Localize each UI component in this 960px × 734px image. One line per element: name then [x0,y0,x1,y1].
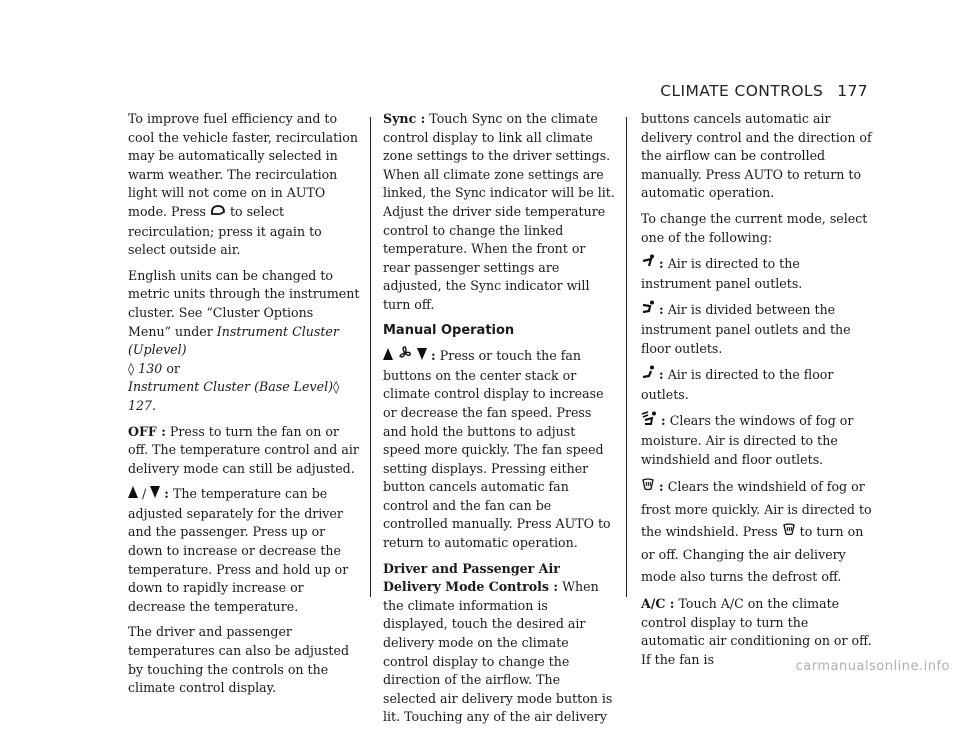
page-number: 177 [837,82,868,100]
text: English units can be changed to metric units through the instrument cluster. See “Cluster Options Menu” under [128,267,360,339]
defrost-icon [782,522,796,544]
paragraph [128,423,360,479]
temp-down-icon [417,348,427,367]
cross-reference[interactable]: Instrument Cluster (Base Level) [128,379,334,395]
term-label: Sync : [383,111,426,126]
term-label: OFF : [128,423,166,439]
paragraph: : Press or touch the fan buttons on the center stack or climate control display to increase or decrease the fan speed. Press and hold the buttons to adjust speed more quickly. The fan speed setting displays. Pressing either button cancels automatic fan control and the fan can be controlled manually. Press AUTO to return to automatic operation. [383,348,611,551]
column-divider [626,117,627,597]
temp-up-icon [383,348,393,367]
paragraph: To change the current mode, select one of the following: [641,210,868,245]
watermark: carmanualsonline.info [795,659,950,674]
text: When the climate information is displayed, touch the desired air delivery mode on the climate control display to change the direction of the airflow. The selected air delivery mode button is lit. Touching any of the air delivery [383,579,613,725]
term-label: Driver and Passenger Air Delivery Mode Controls : [383,560,560,595]
column-2 [383,110,615,734]
defog-mode-icon [641,411,657,432]
text: to turn on or off. Changing the air delivery mode also turns the defrost off. [641,524,864,585]
section-heading: Manual Operation [383,322,515,338]
text: Air is directed to the floor outlets. [641,367,834,402]
bi-level-mode-icon [641,300,655,321]
cross-reference[interactable]: Instrument Cluster (Uplevel) [128,323,339,358]
text: Touch A/C on the climate control display to turn the automatic air conditioning on or off. If the fan is [641,596,872,667]
paragraph: : Clears the windows of fog or moisture. Air is directed to the windshield and floor outlets. [641,413,854,467]
page-ref-arrow-icon: ◊ [333,379,340,395]
paragraph: buttons cancels automatic air delivery control and the direction of the airflow can be controlled manually. Press AUTO to return to automatic operation. [641,111,872,201]
text: or [166,360,180,376]
recirculation-icon [210,204,226,223]
text: Clears the windows of fog or moisture. Air is directed to the windshield and floor outlets. [641,413,854,467]
text: to select recirculation; press it again to select outside air. [128,203,322,258]
floor-mode-icon [641,365,655,386]
paragraph: : Air is directed to the floor outlets. [641,367,834,402]
text: Air is divided between the instrument panel outlets and the floor outlets. [641,302,851,356]
page-reference[interactable]: 127 [128,397,153,413]
column-3 [641,110,873,676]
paragraph: : Clears the windshield of fog or frost more quickly. Air is directed to the windshield. Press to turn on or off. Changing the air delivery mode also turns the defrost off. [641,479,872,585]
paragraph: : Air is divided between the instrument panel outlets and the floor outlets. [641,302,851,356]
temp-up-icon [128,486,138,505]
column-1 [128,110,360,705]
page-header [660,82,868,100]
fan-icon [397,346,413,367]
text: To improve fuel efficiency and to cool the vehicle faster, recirculation may be automatically selected in warm weather. The recirculation light will not come on in AUTO mode. Press [128,111,358,219]
section-title: CLIMATE CONTROLS [660,82,824,100]
text: Touch Sync on the climate control display to link all climate zone settings to the driver settings. When all climate zone settings are linked, the Sync indicator will be lit. Adjust the driver side temperature control to change the linked temperature. When the front or rear passenger settings are adjusted, the Sync indicator will turn off. [383,111,615,312]
text: Clears the windshield of fog or frost more quickly. Air is directed to the windshield. Press [641,479,872,540]
paragraph: / : The temperature can be adjusted separately for the driver and the passenger. Press up or down to increase or decrease the temperature. Press and hold up or down to rapidly increase or decrease the temperature. [128,486,349,614]
paragraph [383,110,615,315]
paragraph [128,110,360,260]
column-divider [370,117,371,597]
paragraph: : Air is directed to the instrument panel outlets. [641,256,803,291]
defrost-icon [641,477,655,499]
page-ref-arrow-icon: ◊ [128,360,135,376]
temp-down-icon [150,486,160,505]
text: The temperature can be adjusted separately for the driver and the passenger. Press up or down to increase or decrease the temperature. Press and hold up or down to rapidly increase or decrease the temperature. [128,486,349,614]
vent-mode-icon [641,254,655,275]
text: Air is directed to the instrument panel outlets. [641,256,803,291]
paragraph: English units can be changed to metric units through the instrument cluster. See “Cluster Options Menu” under Instrument Cluster (Uplevel) ◊ 130 or Instrument Cluster (Base Level)◊ 127. [128,267,360,413]
paragraph [383,560,615,727]
paragraph: The driver and passenger temperatures can also be adjusted by touching the controls on the climate control display. [128,624,350,696]
term-label: A/C : [641,596,675,612]
page-reference[interactable]: 130 [138,360,163,376]
text: Press or touch the fan buttons on the center stack or climate control display to increase or decrease the fan speed. Press and hold the buttons to adjust speed more quickly. The fan speed setting displays. Pressing either button cancels automatic fan control and the fan can be controlled manually. Press AUTO to return to automatic operation. [383,348,611,551]
text: Press to turn the fan on or off. The temperature control and air delivery mode can still be adjusted. [128,423,359,476]
